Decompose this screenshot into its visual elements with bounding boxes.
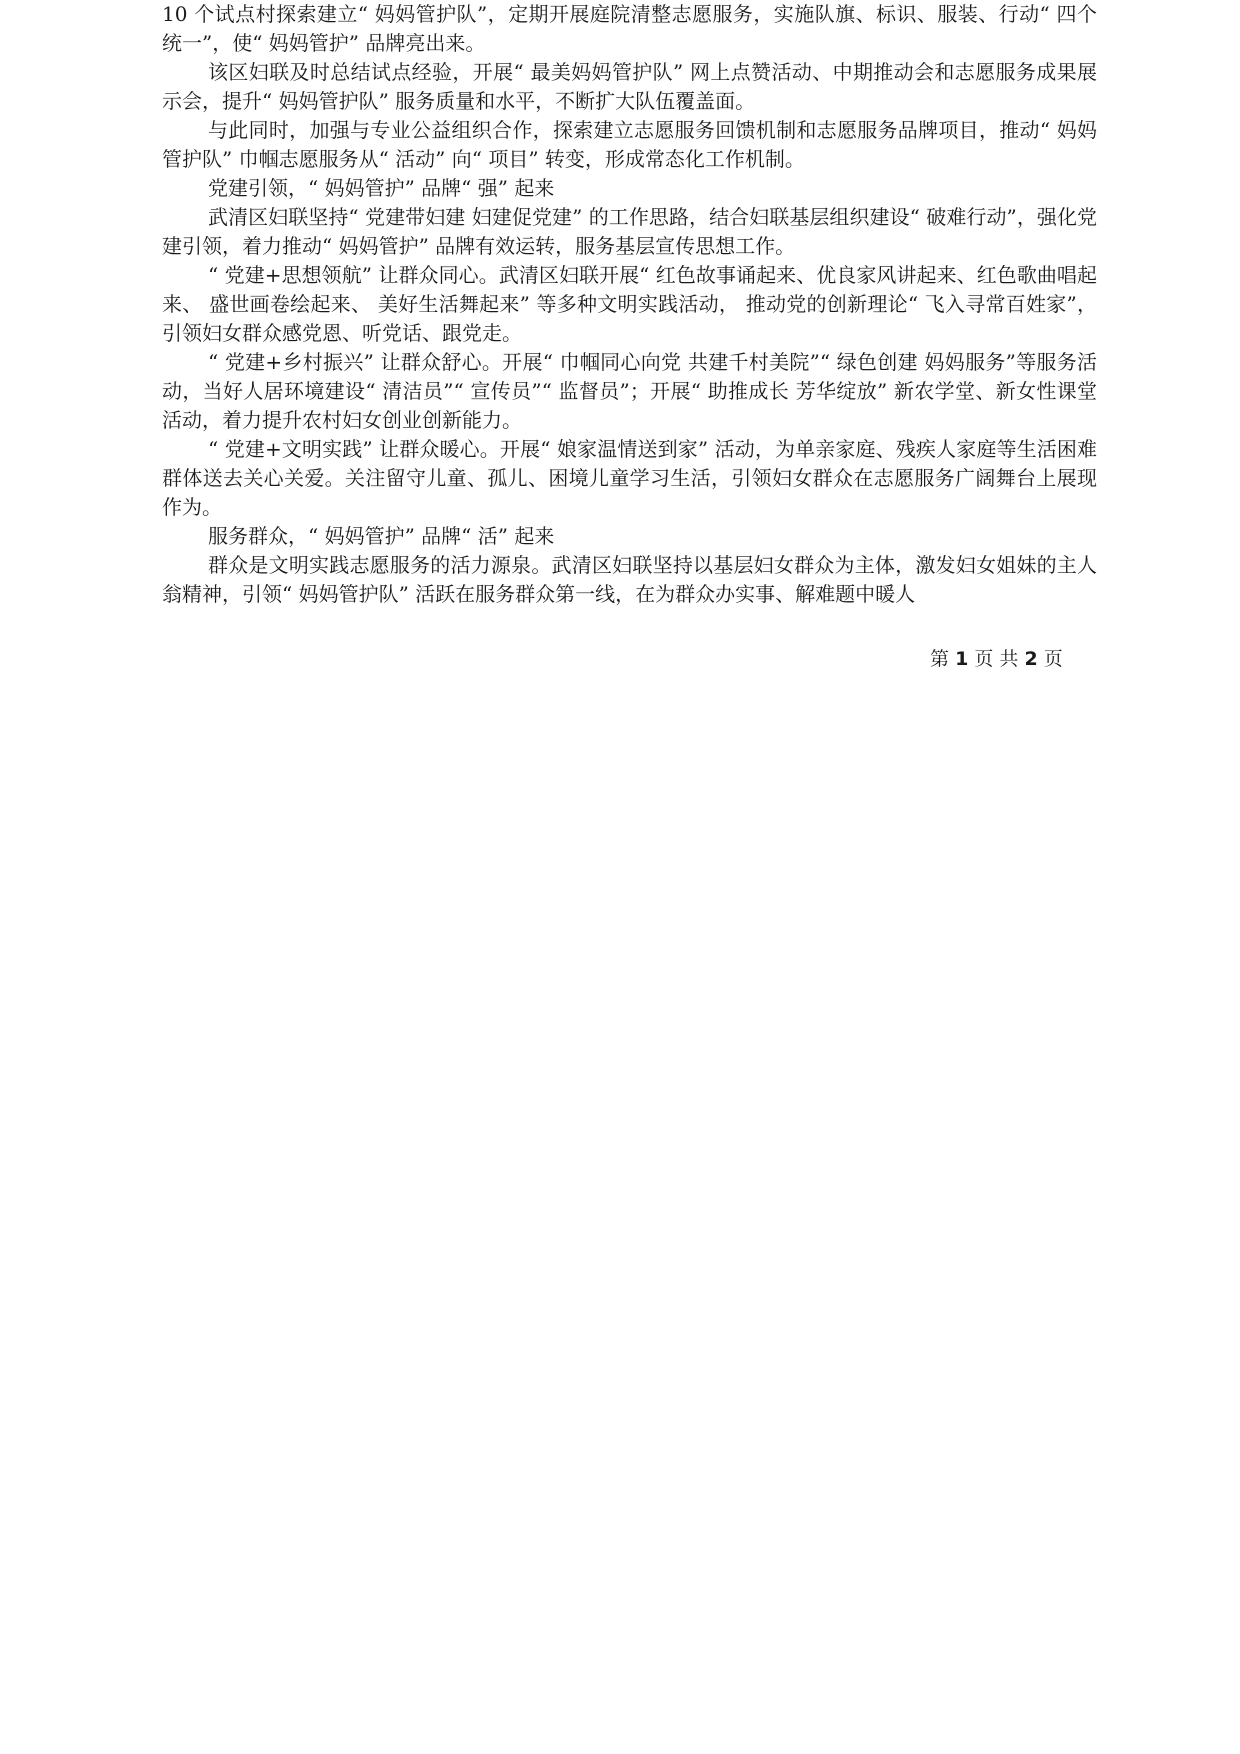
page-footer <box>930 647 1130 671</box>
footer-prefix: 第 <box>930 648 950 670</box>
paragraph: 群众是文明实践志愿服务的活力源泉。武清区妇联坚持以基层妇女群众为主体，激发妇女姐妹的主人翁精神，引领“ 妈妈管护队” 活跃在服务群众第一线，在为群众办实事、解难题中暖人 <box>162 553 1097 606</box>
footer-page-number: 1 <box>955 648 969 670</box>
paragraph: “ 党建+思想领航” 让群众同心。武清区妇联开展“ 红色故事诵起来、优良家风讲起来、红色歌曲唱起来、 盛世画卷绘起来、 美好生活舞起来” 等多种文明实践活动， 推动党的创新理论“ 飞入寻常百姓家”，引领妇女群众感党恩、听党话、跟党走。 <box>162 263 1097 345</box>
paragraph: 服务群众，“ 妈妈管护” 品牌“ 活” 起来 <box>208 524 555 548</box>
footer-total-pages: 2 <box>1024 648 1038 670</box>
body-text <box>162 0 1097 609</box>
paragraph: “ 党建+文明实践” 让群众暖心。开展“ 娘家温情送到家” 活动，为单亲家庭、残疾人家庭等生活困难群体送去关心关爱。关注留守儿童、孤儿、困境儿童学习生活，引领妇女群众在志愿服务广阔舞台上展现作为。 <box>162 437 1097 519</box>
paragraph: 10 个试点村探索建立“ 妈妈管护队”，定期开展庭院清整志愿服务，实施队旗、标识、服装、行动“ 四个统一”，使“ 妈妈管护” 品牌亮出来。 <box>162 2 1097 55</box>
paragraph: 该区妇联及时总结试点经验，开展“ 最美妈妈管护队” 网上点赞活动、中期推动会和志愿服务成果展示会，提升“ 妈妈管护队” 服务质量和水平，不断扩大队伍覆盖面。 <box>162 60 1097 113</box>
paragraph: 党建引领，“ 妈妈管护” 品牌“ 强” 起来 <box>208 176 555 200</box>
paragraph: 武清区妇联坚持“ 党建带妇建 妇建促党建” 的工作思路，结合妇联基层组织建设“ 破难行动”，强化党建引领，着力推动“ 妈妈管护” 品牌有效运转，服务基层宣传思想工作。 <box>162 205 1097 258</box>
footer-middle: 页 共 <box>974 648 1019 670</box>
paragraph: “ 党建+乡村振兴” 让群众舒心。开展“ 巾帼同心向党 共建千村美院”“ 绿色创建 妈妈服务”等服务活动，当好人居环境建设“ 清洁员”“ 宣传员”“ 监督员”；开展“ 助推成长 芳华绽放” 新农学堂、新女性课堂活动，着力提升农村妇女创业创新能力。 <box>162 350 1097 432</box>
footer-suffix: 页 <box>1043 648 1063 670</box>
paragraph: 与此同时，加强与专业公益组织合作，探索建立志愿服务回馈机制和志愿服务品牌项目，推动“ 妈妈管护队” 巾帼志愿服务从“ 活动” 向“ 项目” 转变，形成常态化工作机制。 <box>162 118 1097 171</box>
